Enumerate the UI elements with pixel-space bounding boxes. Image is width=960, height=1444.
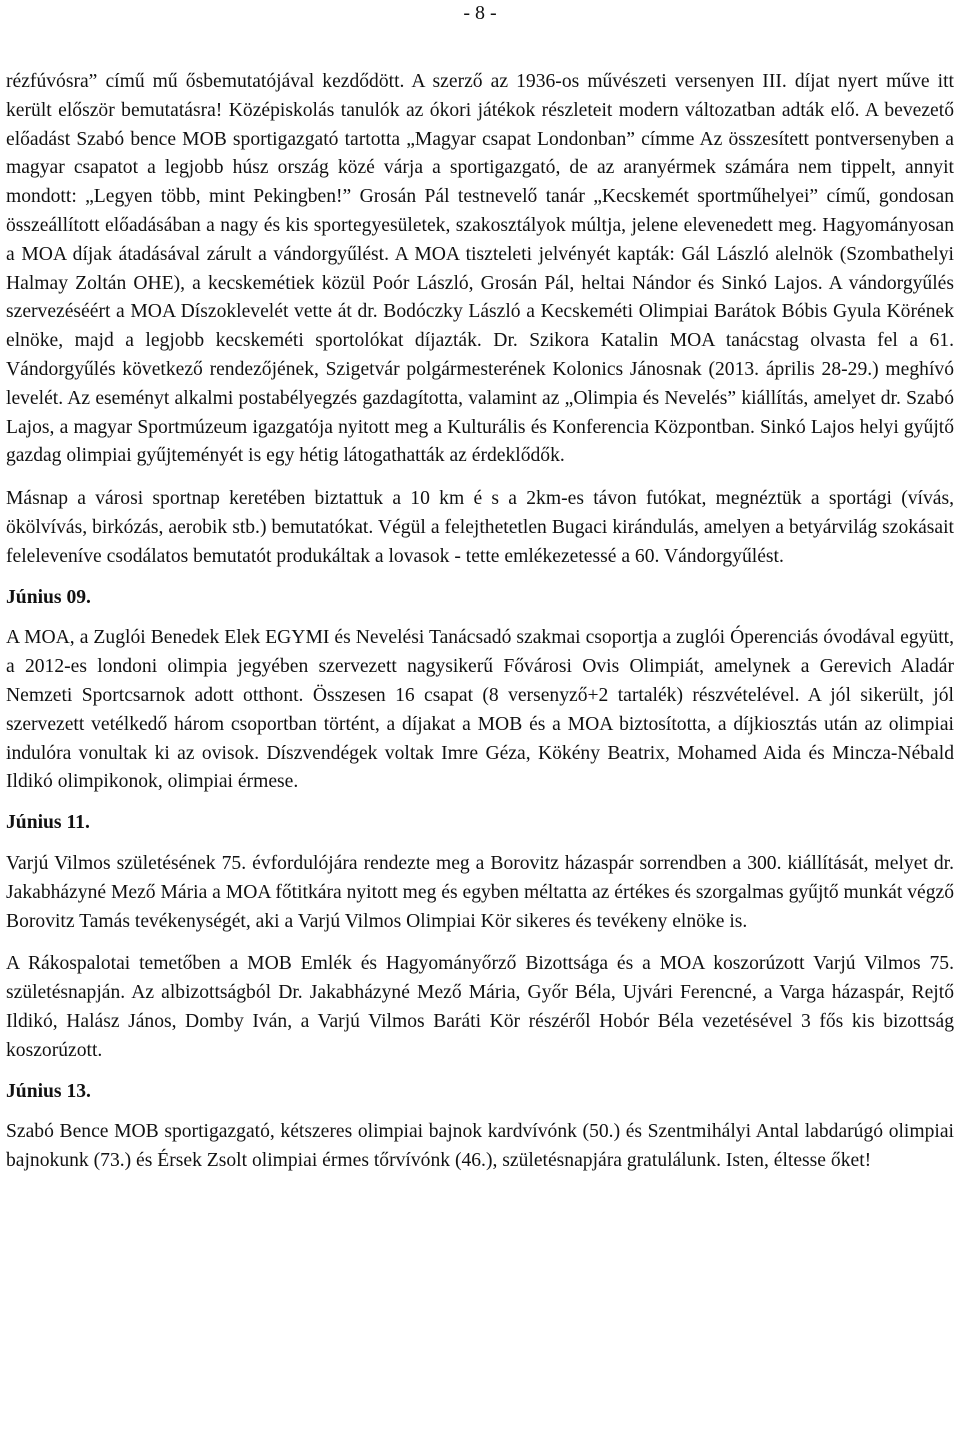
paragraph-vandorgyules: rézfúvósra” című mű ősbemutatójával kezdődött. A szerző az 1936-os művészeti versenyen III. díjat nyert műve itt került először bemutatásra! Középiskolás tanulók az ókori játékok részleteit modern változatban adták elő. A bevezető előadást Szabó bence MOB sportigazgató tartotta „Magyar csapat Londonban” címme Az összesített pontversenyben a magyar csapatot a legjobb húsz ország közé várja a sportigazgató, de az aranyérmek számára nem tippelt, annyit mondott: „Legyen több, mint Pekingben!” Grosán Pál testnevelő tanár „Kecskemét sportműhelyei” című, gondosan összeállított előadásában a nagy és kis sportegyesületek, szakosztályok múltja, jelene elevenedett meg. Hagyományosan a MOA díjak átadásával zárult a vándorgyűlést. A MOA tiszteleti jelvényét kapták: Gál László alelnök (Szombathelyi Halmay Zoltán OHE), a kecskemétiek közül Poór László, Grosán Pál, heltai Nándor és Sinkó Lajos. A vándorgyűlés szervezéséért a MOA Díszoklevelét vette át dr. Bodóczky László a Kecskeméti Olimpiai Barátok Bóbis Gyula Körének elnöke, majd a legjobb kecskeméti sportolókat díjazták. Dr. Szikora Katalin MOA tanácstag olvasta fel a 61. Vándorgyűlés következő rendezőjének, Szigetvár polgármesterének Kolonics Jánosnak (2013. április 28-29.) meghívó levelét. Az eseményt alkalmi postabélyegzés gazdagította, valamint az „Olimpia és Nevelés” kiállítás, amelyet dr. Szabó Lajos, a magyar Sportmúzeum igazgatója nyitott meg a Kulturális és Konferencia Központban. Sinkó Lajos helyi gyűjtő gazdag olimpiai gyűjteményét is egy hétig látogathatták az érdeklődők. — [6, 71, 954, 467]
paragraph-koszoruzas: A Rákospalotai temetőben a MOB Emlék és Hagyományőrző Bizottsága és a MOA koszorúzott Varjú Vilmos 75. születésnapján. Az albizottságból Dr. Jakabházyné Mező Mária, Győr Béla, Ujvári Ferencné, a Varga házaspár, Rejtő Ildikó, Halász János, Domby Iván, a Varjú Vilmos Baráti Kör részéről Hobór Béla vezetésével 3 fős kis bizottság koszorúzott. — [6, 953, 954, 1061]
document-body — [6, 68, 954, 1176]
page-number: - 8 - — [463, 2, 497, 24]
date-heading-june-09: Június 09. — [6, 586, 91, 608]
paragraph-ovis-olimpia: A MOA, a Zuglói Benedek Elek EGYMI és Nevelési Tanácsadó szakmai csoportja a zuglói Óperenciás óvodával együtt, a 2012-es londoni olimpia jegyében szervezett nagysikerű Fővárosi Ovis Olimpiát, amelynek a Gerevich Aladár Nemzeti Sportcsarnok adott otthont. Összesen 16 csapat (8 versenyző+2 tartalék) részvételével. A jól sikerült, jól szervezett vetélkedő három csoportban történt, a díjakat a MOB és a MOA biztosította, a díjkiosztás után az olimpiai indulóra vonultak ki az ovisok. Díszvendégek voltak Imre Géza, Kökény Beatrix, Mohamed Aida és Mincza-Nébald Ildikó olimpikonok, olimpiai érmese. — [6, 627, 954, 793]
date-heading-june-11: Június 11. — [6, 812, 90, 834]
paragraph-sportnap: Másnap a városi sportnap keretében biztattuk a 10 km é s a 2km-es távon futókat, megnéztük a sportági (vívás, ökölvívás, birkózás, aerobik stb.) bemutatókat. Végül a felejthetetlen Bugaci kirándulás, amelyen a betyárvilág szokásait feleleveníve csodálatos bemutatót produkáltak a lovasok - tette emlékezetessé a 60. Vándorgyűlést. — [6, 488, 954, 567]
paragraph-szuletesnap: Szabó Bence MOB sportigazgató, kétszeres olimpiai bajnok kardvívónk (50.) és Szentmihályi Antal labdarúgó olimpiai bajnokunk (73.) és Érsek Zsolt olimpiai érmes tőrvívónk (46.), születésnapjára gratulálunk. Isten, éltesse őket! — [6, 1121, 954, 1172]
paragraph-varju-kiallitas: Varjú Vilmos születésének 75. évfordulójára rendezte meg a Borovitz házaspár sorrendben a 300. kiállítását, melyet dr. Jakabházyné Mező Mária a MOA főtitkára nyitott meg és egyben méltatta az értékes és szorgalmas gyűjtő munkát végző Borovitz Tamás tevékenységét, aki a Varjú Vilmos Olimpiai Kör sikeres és tevékeny elnöke is. — [6, 852, 954, 932]
date-heading-june-13: Június 13. — [6, 1080, 91, 1102]
